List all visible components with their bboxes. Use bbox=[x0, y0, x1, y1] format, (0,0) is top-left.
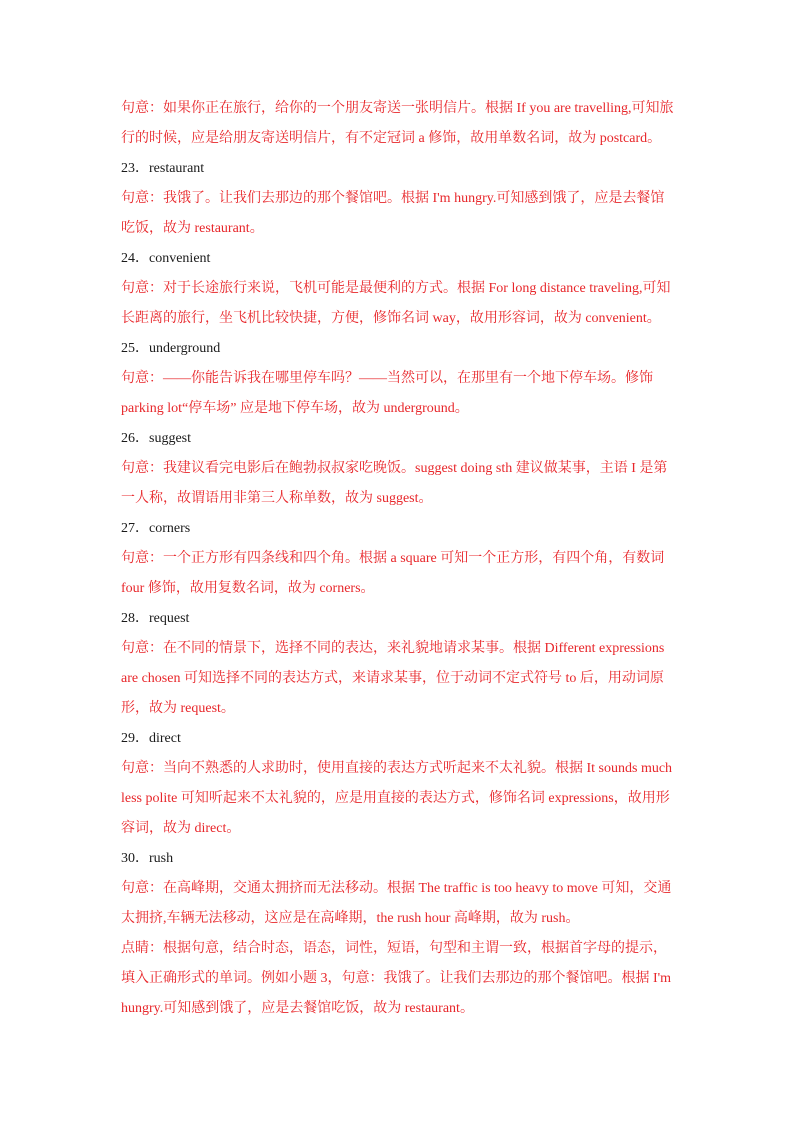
explanation-line: 句意：对于长途旅行来说，飞机可能是最便利的方式。根据 For long distance traveling,可知 bbox=[121, 281, 671, 296]
explanation-line: 句意：当向不熟悉的人求助时，使用直接的表达方式听起来不太礼貌。根据 It sounds much bbox=[121, 761, 673, 776]
explanation-line: hungry.可知感到饿了，应是去餐馆吃饭，故为 restaurant。 bbox=[121, 1001, 474, 1016]
explanation-line: are chosen 可知选择不同的表达方式，来请求某事，位于动词不定式符号 to 后，用动词原 bbox=[121, 671, 664, 686]
answer-heading: 26．suggest bbox=[121, 431, 191, 446]
answer-explanations bbox=[121, 94, 681, 1024]
answer-heading: 25．underground bbox=[121, 341, 221, 356]
answer-heading: 27．corners bbox=[121, 521, 191, 536]
explanation-line: 句意：我饿了。让我们去那边的那个餐馆吧。根据 I'm hungry.可知感到饿了，应是去餐馆 bbox=[121, 191, 665, 206]
explanation-line: four 修饰，故用复数名词，故为 corners。 bbox=[121, 581, 375, 596]
explanation-line: 填入正确形式的单词。例如小题 3，句意：我饿了。让我们去那边的那个餐馆吧。根据 I'm bbox=[121, 971, 672, 986]
explanation-line: 点睛：根据句意，结合时态，语态，词性，短语，句型和主谓一致，根据首字母的提示， bbox=[121, 941, 667, 956]
explanation-line: 一人称，故谓语用非第三人称单数，故为 suggest。 bbox=[121, 491, 433, 506]
explanation-line: 句意：——你能告诉我在哪里停车吗？——当然可以，在那里有一个地下停车场。修饰 bbox=[121, 371, 653, 386]
explanation-line: 句意：在不同的情景下，选择不同的表达，来礼貌地请求某事。根据 Different expressions bbox=[121, 641, 665, 656]
explanation-line: 句意：在高峰期，交通太拥挤而无法移动。根据 The traffic is too heavy to move 可知，交通 bbox=[121, 881, 672, 896]
explanation-line: 句意：如果你正在旅行，给你的一个朋友寄送一张明信片。根据 If you are travelling,可知旅 bbox=[121, 101, 674, 116]
answer-heading: 28．request bbox=[121, 611, 190, 626]
explanation-line: 行的时候，应是给朋友寄送明信片，有不定冠词 a 修饰，故用单数名词，故为 postcard。 bbox=[121, 131, 662, 146]
explanation-line: 句意：我建议看完电影后在鲍勃叔叔家吃晚饭。suggest doing sth 建议做某事，主语 I 是第 bbox=[121, 461, 668, 476]
explanation-line: 长距离的旅行，坐飞机比较快捷，方便，修饰名词 way，故用形容词，故为 convenient。 bbox=[121, 311, 661, 326]
answer-heading: 30．rush bbox=[121, 851, 174, 866]
explanation-line: 太拥挤,车辆无法移动，这应是在高峰期，the rush hour 高峰期，故为 rush。 bbox=[121, 911, 580, 926]
explanation-line: less polite 可知听起来不太礼貌的，应是用直接的表达方式，修饰名词 expressions，故用形 bbox=[121, 791, 670, 806]
answer-heading: 23．restaurant bbox=[121, 161, 205, 176]
answer-heading: 29．direct bbox=[121, 731, 181, 746]
explanation-line: parking lot“停车场” 应是地下停车场，故为 underground。 bbox=[121, 401, 469, 416]
explanation-line: 容词，故为 direct。 bbox=[121, 821, 241, 836]
explanation-line: 吃饭，故为 restaurant。 bbox=[121, 221, 264, 236]
explanation-line: 形，故为 request。 bbox=[121, 701, 235, 716]
explanation-line: 句意：一个正方形有四条线和四个角。根据 a square 可知一个正方形，有四个角，有数词 bbox=[121, 551, 665, 566]
answer-heading: 24．convenient bbox=[121, 251, 211, 266]
